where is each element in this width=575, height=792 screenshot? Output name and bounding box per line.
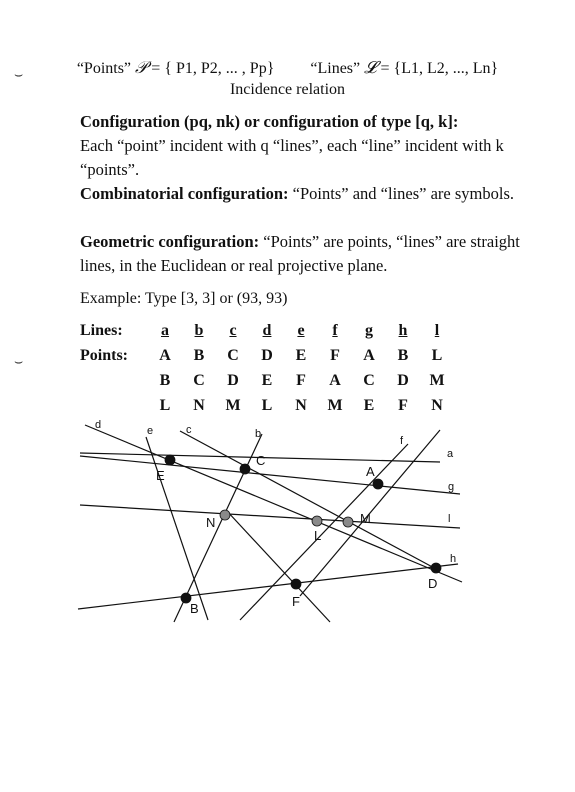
- header-sets: [0, 58, 575, 78]
- figure-line: [80, 456, 460, 494]
- figure-point: [312, 516, 322, 526]
- table-cell: a: [161, 321, 169, 339]
- table-cell: B: [159, 371, 171, 389]
- line-label: g: [448, 481, 455, 493]
- geometric-text: “Points” are points, “lines” are straight lines, in the Euclidean or real projective plane.: [80, 232, 520, 275]
- figure-line: [226, 510, 330, 622]
- table-cell: N: [295, 396, 307, 414]
- table-cell: E: [295, 346, 307, 364]
- figure-line: [80, 505, 460, 528]
- point-label: A: [366, 464, 375, 479]
- table-cell: D: [227, 371, 239, 389]
- table-cell: E: [261, 371, 273, 389]
- point-label: F: [292, 594, 300, 609]
- example-line: Example: Type [3, 3] or (93, 93): [80, 290, 288, 307]
- table-cell: b: [194, 321, 204, 339]
- table-cell: M: [327, 396, 343, 414]
- points-label: “Points”: [76, 60, 132, 77]
- figure-point: [240, 464, 250, 474]
- table-cell: C: [363, 371, 375, 389]
- table-cell: L: [261, 396, 273, 414]
- table-cell: M: [225, 396, 241, 414]
- line-label: a: [447, 448, 454, 460]
- table-cell: C: [193, 371, 205, 389]
- table-cell: L: [431, 346, 443, 364]
- incidence-table: [80, 318, 454, 418]
- combinatorial-heading: Combinatorial configuration:: [80, 184, 289, 203]
- line-label: b: [255, 428, 262, 440]
- point-label: M: [360, 511, 371, 526]
- table-cell: F: [296, 371, 306, 389]
- figure-point: [373, 479, 383, 489]
- table-cell: D: [397, 371, 409, 389]
- table-cell: c: [229, 321, 237, 339]
- row-label: Points:: [80, 346, 128, 364]
- table-cell: g: [365, 321, 373, 339]
- lines-row: [80, 318, 454, 343]
- table-cell: B: [193, 346, 205, 364]
- line-label: h: [450, 553, 457, 565]
- point-label: E: [156, 468, 165, 483]
- configuration-text: Each “point” incident with q “lines”, each “line” incident with k “points”.: [80, 136, 504, 179]
- configuration-figure: [0, 410, 575, 640]
- figure-line: [240, 444, 408, 620]
- scan-mark: ⌣: [14, 68, 24, 83]
- combinatorial-text: “Points” and “lines” are symbols.: [292, 184, 514, 203]
- geometric-heading: Geometric configuration:: [80, 232, 260, 251]
- table-cell: f: [332, 321, 338, 339]
- table-cell: N: [431, 396, 443, 414]
- figure-point: [291, 579, 301, 589]
- table-cell: M: [429, 371, 445, 389]
- figure-line: [146, 437, 208, 620]
- figure-point: [343, 517, 353, 527]
- scan-mark: ⌣: [14, 355, 24, 370]
- table-cell: A: [159, 346, 171, 364]
- table-cell: D: [261, 346, 273, 364]
- configuration-heading: Configuration (pq, nk) or configuration of type [q, k]:: [80, 112, 459, 131]
- line-label: l: [448, 513, 451, 525]
- subtitle: Incidence relation: [229, 81, 346, 98]
- table-cell: N: [193, 396, 205, 414]
- table-cell: h: [398, 321, 408, 339]
- lines-set: = {L1, L2, ..., Ln}: [376, 60, 499, 77]
- table-cell: l: [434, 321, 440, 339]
- point-label: L: [314, 528, 322, 543]
- points-symbol: 𝒫: [135, 58, 148, 77]
- lines-label: “Lines”: [310, 60, 361, 77]
- line-label: c: [186, 424, 192, 436]
- figure-line: [78, 564, 458, 609]
- table-cell: B: [397, 346, 409, 364]
- table-cell: C: [227, 346, 239, 364]
- geometric-paragraph: [80, 230, 520, 278]
- line-label: d: [95, 419, 102, 431]
- table-cell: d: [262, 321, 272, 339]
- configuration-paragraph: [80, 110, 520, 182]
- line-label: f: [400, 435, 404, 447]
- table-cell: L: [159, 396, 171, 414]
- point-label: B: [190, 601, 199, 616]
- row-label: [80, 368, 148, 393]
- point-label: D: [428, 576, 438, 591]
- table-cell: F: [330, 346, 340, 364]
- table-cell: A: [329, 371, 341, 389]
- row-label: Lines:: [80, 321, 123, 339]
- point-label: N: [206, 515, 216, 530]
- table-cell: F: [398, 396, 408, 414]
- table-cell: E: [363, 396, 375, 414]
- table-cell: e: [297, 321, 305, 339]
- figure-point: [431, 563, 441, 573]
- table-cell: A: [363, 346, 375, 364]
- points-row: [80, 368, 454, 393]
- figure-line: [180, 431, 438, 570]
- points-row: [80, 343, 454, 368]
- line-label: e: [147, 425, 154, 437]
- figure-line: [85, 425, 462, 582]
- lines-symbol: 𝓛: [364, 58, 377, 77]
- combinatorial-paragraph: [80, 182, 520, 206]
- figure-point: [220, 510, 230, 520]
- figure-point: [165, 455, 175, 465]
- point-label: C: [256, 453, 266, 468]
- points-set: = { P1, P2, ... , Pp}: [147, 60, 275, 77]
